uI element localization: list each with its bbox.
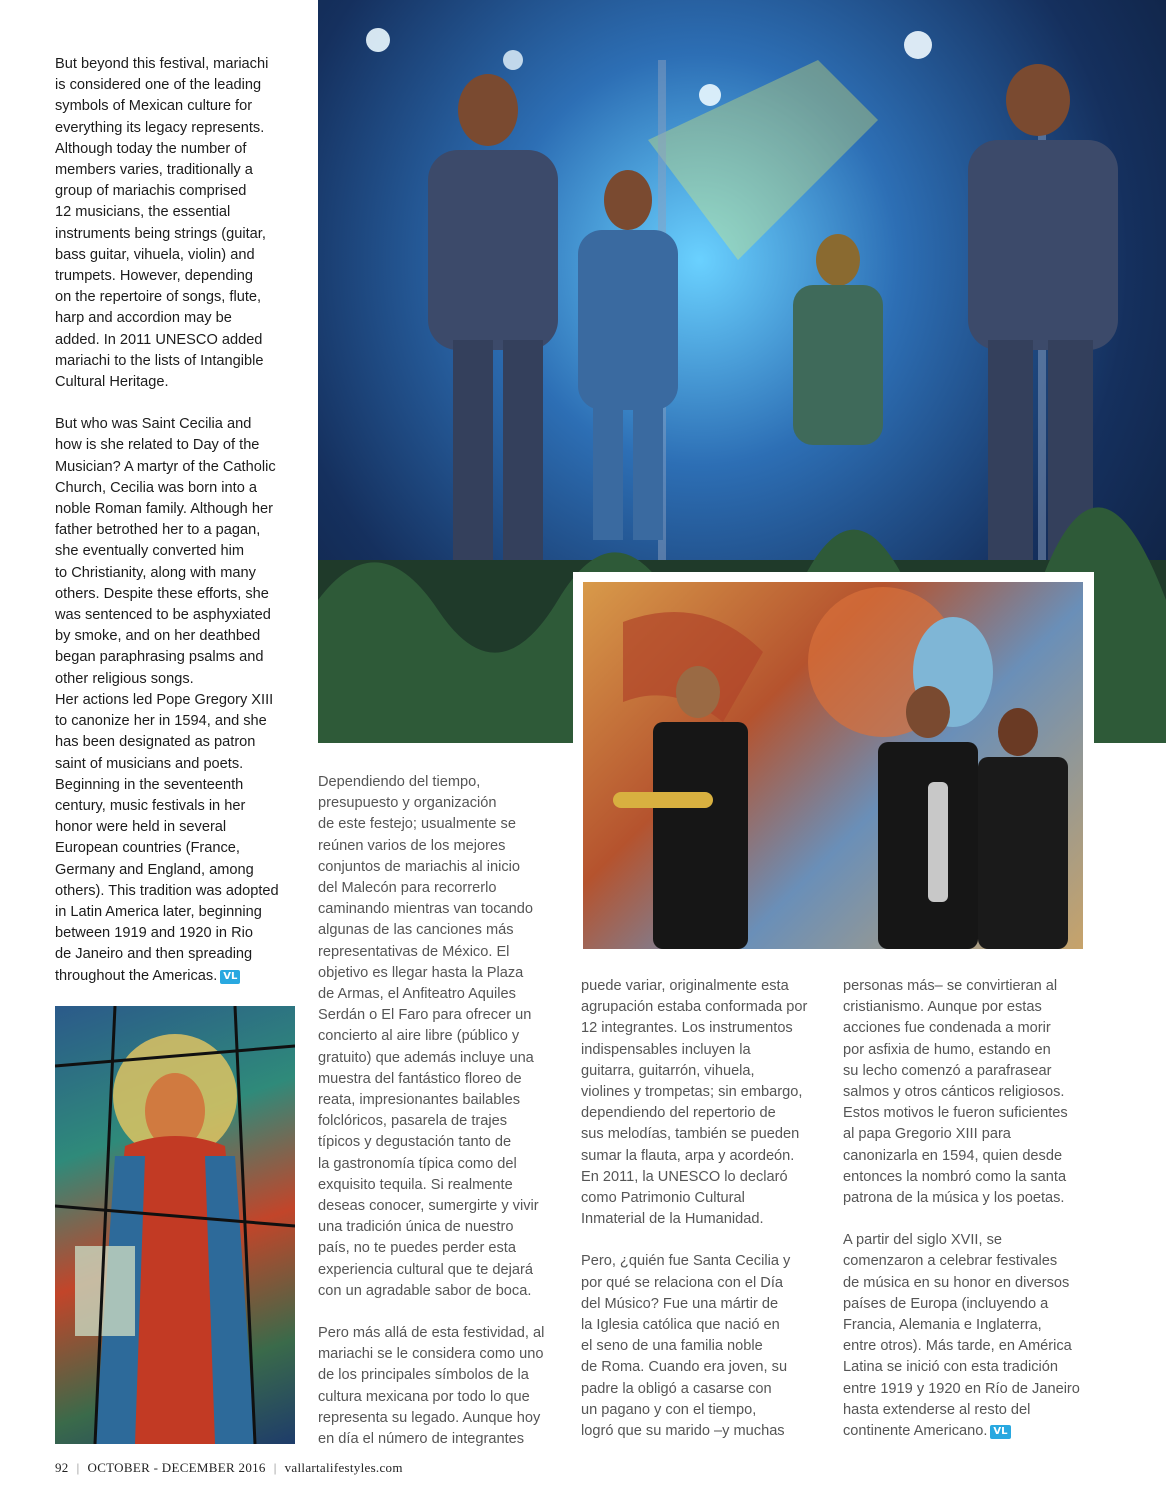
end-mark-icon: VL — [220, 970, 240, 984]
stained-glass-saint-cecilia-photo — [55, 1006, 295, 1444]
spanish-column-3 — [843, 976, 1093, 1463]
footer-separator: | — [76, 1460, 80, 1475]
page-footer — [55, 1460, 403, 1476]
spanish-1-paragraph-1: Dependiendo del tiempo, presupuesto y organización de este festejo; usualmente se reúnen varios de los mejores conjuntos de mariachis al inicio del Malecón para recorrerlo caminando mientras van tocando algunas de las canciones más representativas de México. El objetivo es llegar hasta la Plaza de Armas, el Anfiteatro Aquiles Serdán o El Faro para ofrecer un concierto al aire libre (público y gratuito) que además incluye una muestra del fantástico floreo de reata, impresionantes bailables folclóricos, pasarela de trajes típicos y degustación tanto de la gastronomía típica como del exquisito tequila. Si realmente deseas conocer, sumergirte y vivir una tradición única de nuestro país, no te puedes perder esta experiencia cultural que te dejará con un agradable sabor de boca. — [318, 774, 539, 1299]
english-paragraph-1: But beyond this festival, mariachi is considered one of the leading symbols of Mexican culture for everything its legacy represents. Although today the number of members varies, traditionally a group of mariachis comprised 12 musicians, the essential instruments being strings (guitar, bass guitar, vihuela, violin) and trumpets. However, depending on the repertoire of songs, flute, harp and accordion may be added. In 2011 UNESCO added mariachi to the lists of Intangible Cultural Heritage. — [55, 56, 269, 391]
spanish-1-paragraph-2: Pero más allá de esta festividad, al mariachi se le considera como uno de los principales símbolos de la cultura mexicana por todo lo que representa su legado. Aunque hoy en día el número de integrantes — [318, 1325, 545, 1448]
stained-glass-illustration — [55, 1006, 295, 1444]
spanish-2-paragraph-2: Pero, ¿quién fue Santa Cecilia y por qué se relaciona con el Día del Músico? Fue una mártir de la Iglesia católica que nació en el seno de una familia noble de Roma. Cuando era joven, su padre la obligó a casarse con un pagano y con el tiempo, logró que su marido –y muchas — [581, 1253, 791, 1440]
spanish-column-2 — [581, 976, 823, 1463]
spanish-3-paragraph-2 — [843, 1230, 1093, 1442]
mariachis-mural-photo — [583, 582, 1083, 949]
footer-separator: | — [273, 1460, 277, 1475]
english-paragraph-2 — [55, 414, 300, 986]
english-column — [55, 54, 300, 1008]
spanish-3-paragraph-2-text: A partir del siglo XVII, se comenzaron a celebrar festivales de música en su honor en diversos países de Europa (incluyendo a Francia, Alemania e Inglaterra, entre otros). Más tarde, en América Latina se inició con esta tradición entre 1919 y 1920 en Río de Janeiro hasta extenderse al resto del continente Americano. — [843, 1232, 1080, 1440]
spanish-2-paragraph-1: puede variar, originalmente esta agrupación estaba conformada por 12 integrantes. Los instrumentos indispensables incluyen la guitarra, guitarrón, vihuela, violines y trompetas; sin embargo, dependiendo del repertorio de sus melodías, también se pueden sumar la flauta, arpa y acordeón. En 2011, la UNESCO lo declaró como Patrimonio Cultural Inmaterial de la Humanidad. — [581, 978, 808, 1228]
website-link[interactable]: vallartalifestyles.com — [284, 1460, 403, 1475]
mural-illustration — [583, 582, 1083, 949]
page-number: 92 — [55, 1460, 69, 1475]
spanish-3-paragraph-1: personas más– se convirtieran al cristianismo. Aunque por estas acciones fue condenada a morir por asfixia de humo, estando en su lecho comenzó a parafrasear salmos y otros cánticos religiosos. Estos motivos le fueron suficientes al papa Gregorio XIII para canonizarla en 1594, quien desde entonces la nombró como la santa patrona de la música y los poetas. — [843, 978, 1068, 1207]
english-paragraph-2-text: But who was Saint Cecilia and how is she related to Day of the Musician? A martyr of the Catholic Church, Cecilia was born into a noble Roman family. Although her father betrothed her to a pagan, she eventually converted him to Christianity, along with many others. Despite these efforts, she was sentenced to be asphyxiated by smoke, and on her deathbed began paraphrasing psalms and other religious songs. Her actions led Pope Gregory XIII to canonize her in 1594, and she has been designated as patron saint of musicians and poets. Beginning in the seventeenth century, music festivals in her honor were held in several European countries (France, Germany and England, among others). This tradition was adopted in Latin America later, beginning between 1919 and 1920 in Rio de Janeiro and then spreading throughout the Americas. — [55, 416, 279, 984]
issue-date: OCTOBER - DECEMBER 2016 — [87, 1460, 266, 1475]
spanish-column-1 — [318, 772, 558, 1471]
end-mark-icon: VL — [990, 1425, 1010, 1439]
